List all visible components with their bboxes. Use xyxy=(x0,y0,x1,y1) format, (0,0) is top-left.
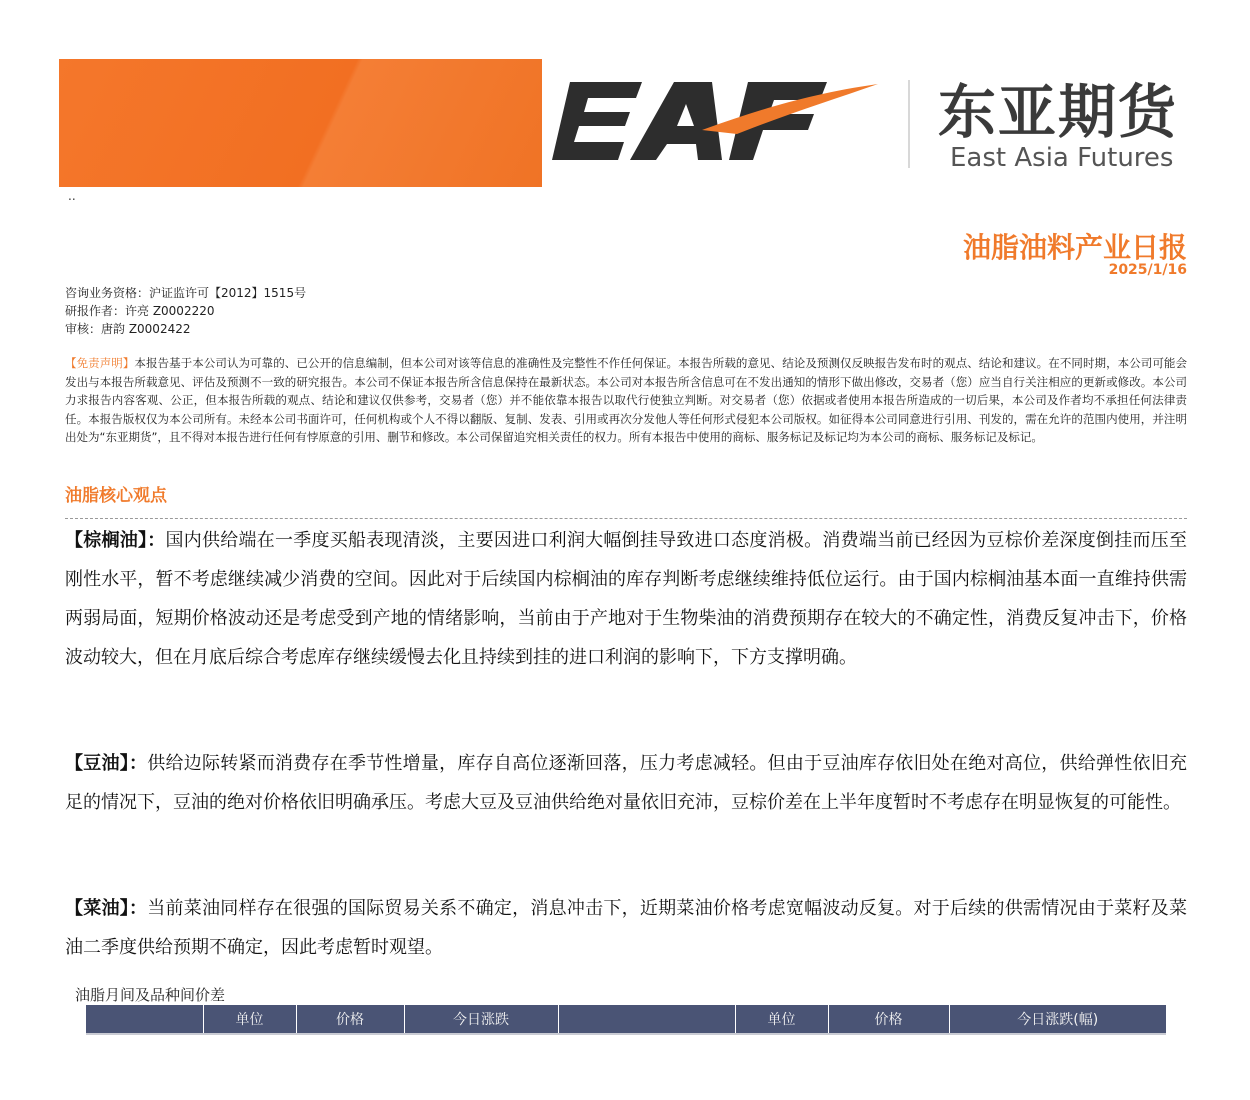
paragraph-text: 供给边际转紧而消费存在季节性增量，库存自高位逐渐回落，压力考虑减轻。但由于豆油库存依旧处在绝对高位，供给弹性依旧充足的情况下，豆油的绝对价格依旧明确承压。考虑大豆及豆油供给绝对量依旧充沛，豆棕价差在上半年度暂时不考虑存在明显恢复的可能性。 xyxy=(65,753,1187,813)
paragraph-label: 【棕榈油】： xyxy=(65,530,166,551)
table-header-cell: 今日涨跌(幅) xyxy=(949,1005,1166,1034)
table-header-row xyxy=(86,1005,1166,1034)
paragraph-text: 当前菜油同样存在很强的国际贸易关系不确定，消息冲击下，近期菜油价格考虑宽幅波动反复。对于后续的供需情况由于菜籽及菜油二季度供给预期不确定，因此考虑暂时观望。 xyxy=(65,898,1187,958)
logo-divider xyxy=(908,80,910,168)
paragraph-text: 国内供给端在一季度买船表现清淡，主要因进口利润大幅倒挂导致进口态度消极。消费端当前已经因为豆棕价差深度倒挂而压至刚性水平，暂不考虑继续减少消费的空间。因此对于后续国内棕榈油的库存判断考虑继续维持低位运行。由于国内棕榈油基本面一直维持供需两弱局面，短期价格波动还是考虑受到产地的情绪影响，当前由于产地对于生物柴油的消费预期存在较大的不确定性，消费反复冲击下，价格波动较大，但在月底后综合考虑库存继续缓慢去化且持续到挂的进口利润的影响下，下方支撑明确。 xyxy=(65,530,1188,668)
table-caption: 油脂月间及品种间价差 xyxy=(75,986,226,1004)
spread-table xyxy=(86,1005,1166,1035)
header-dots: .. xyxy=(68,189,76,203)
table-header-cell xyxy=(86,1005,203,1034)
palm-oil-paragraph xyxy=(65,521,1187,677)
table-header-cell xyxy=(558,1005,735,1034)
brand-name-en: East Asia Futures xyxy=(950,143,1174,173)
soybean-oil-paragraph xyxy=(65,744,1187,822)
brand-name-cn: 东亚期货 xyxy=(938,78,1179,146)
rapeseed-oil-paragraph xyxy=(65,889,1187,967)
table-header-cell: 单位 xyxy=(203,1005,296,1034)
eaf-logo xyxy=(552,72,882,172)
report-title: 油脂油料产业日报 xyxy=(962,231,1187,264)
table-header-cell: 价格 xyxy=(296,1005,404,1034)
section-divider xyxy=(65,518,1187,519)
disclaimer-text: 本报告基于本公司认为可靠的、已公开的信息编制，但本公司对该等信息的准确性及完整性不作任何保证。本报告所载的意见、结论及预测仅反映报告发布时的观点、结论和建议。在不同时期，本公司可能会发出与本报告所载意见、评估及预测不一致的研究报告。本公司不保证本报告所含信息保持在最新状态。本公司对本报告所含信息可在不发出通知的情形下做出修改，交易者（您）应当自行关注相应的更新或修改。本公司力求报告内容客观、公正，但本报告所载的观点、结论和建议仅供参考，交易者（您）并不能依靠本报告以取代行使独立判断。对交易者（您）依据或者使用本报告所造成的一切后果，本公司及作者均不承担任何法律责任。本报告版权仅为本公司所有。未经本公司书面许可，任何机构或个人不得以翻版、复制、发表、引用或再次分发他人等任何形式侵犯本公司版权。如征得本公司同意进行引用、刊发的，需在允许的范围内使用，并注明出处为“东亚期货”，且不得对本报告进行任何有悖原意的引用、删节和修改。本公司保留追究相关责任的权力。所有本报告中使用的商标、服务标记及标记均为本公司的商标、服务标记及标记。 xyxy=(65,356,1187,444)
table-header-cell: 价格 xyxy=(828,1005,949,1034)
license-line: 咨询业务资格：沪证监许可【2012】1515号 xyxy=(65,286,307,300)
table-header-cell: 单位 xyxy=(735,1005,828,1034)
paragraph-label: 【豆油】： xyxy=(65,753,148,774)
section-title: 油脂核心观点 xyxy=(65,486,167,506)
table-header-cell: 今日涨跌 xyxy=(404,1005,558,1034)
disclaimer xyxy=(65,354,1187,447)
report-meta xyxy=(65,284,306,338)
paragraph-label: 【菜油】： xyxy=(65,898,148,919)
header-banner xyxy=(59,59,542,187)
author-line: 研报作者：许亮 Z0002220 xyxy=(65,304,215,318)
disclaimer-tag: 【免责声明】 xyxy=(65,356,135,370)
reviewer-line: 审核：唐韵 Z0002422 xyxy=(65,322,191,336)
report-date: 2025/1/16 xyxy=(1108,262,1187,278)
